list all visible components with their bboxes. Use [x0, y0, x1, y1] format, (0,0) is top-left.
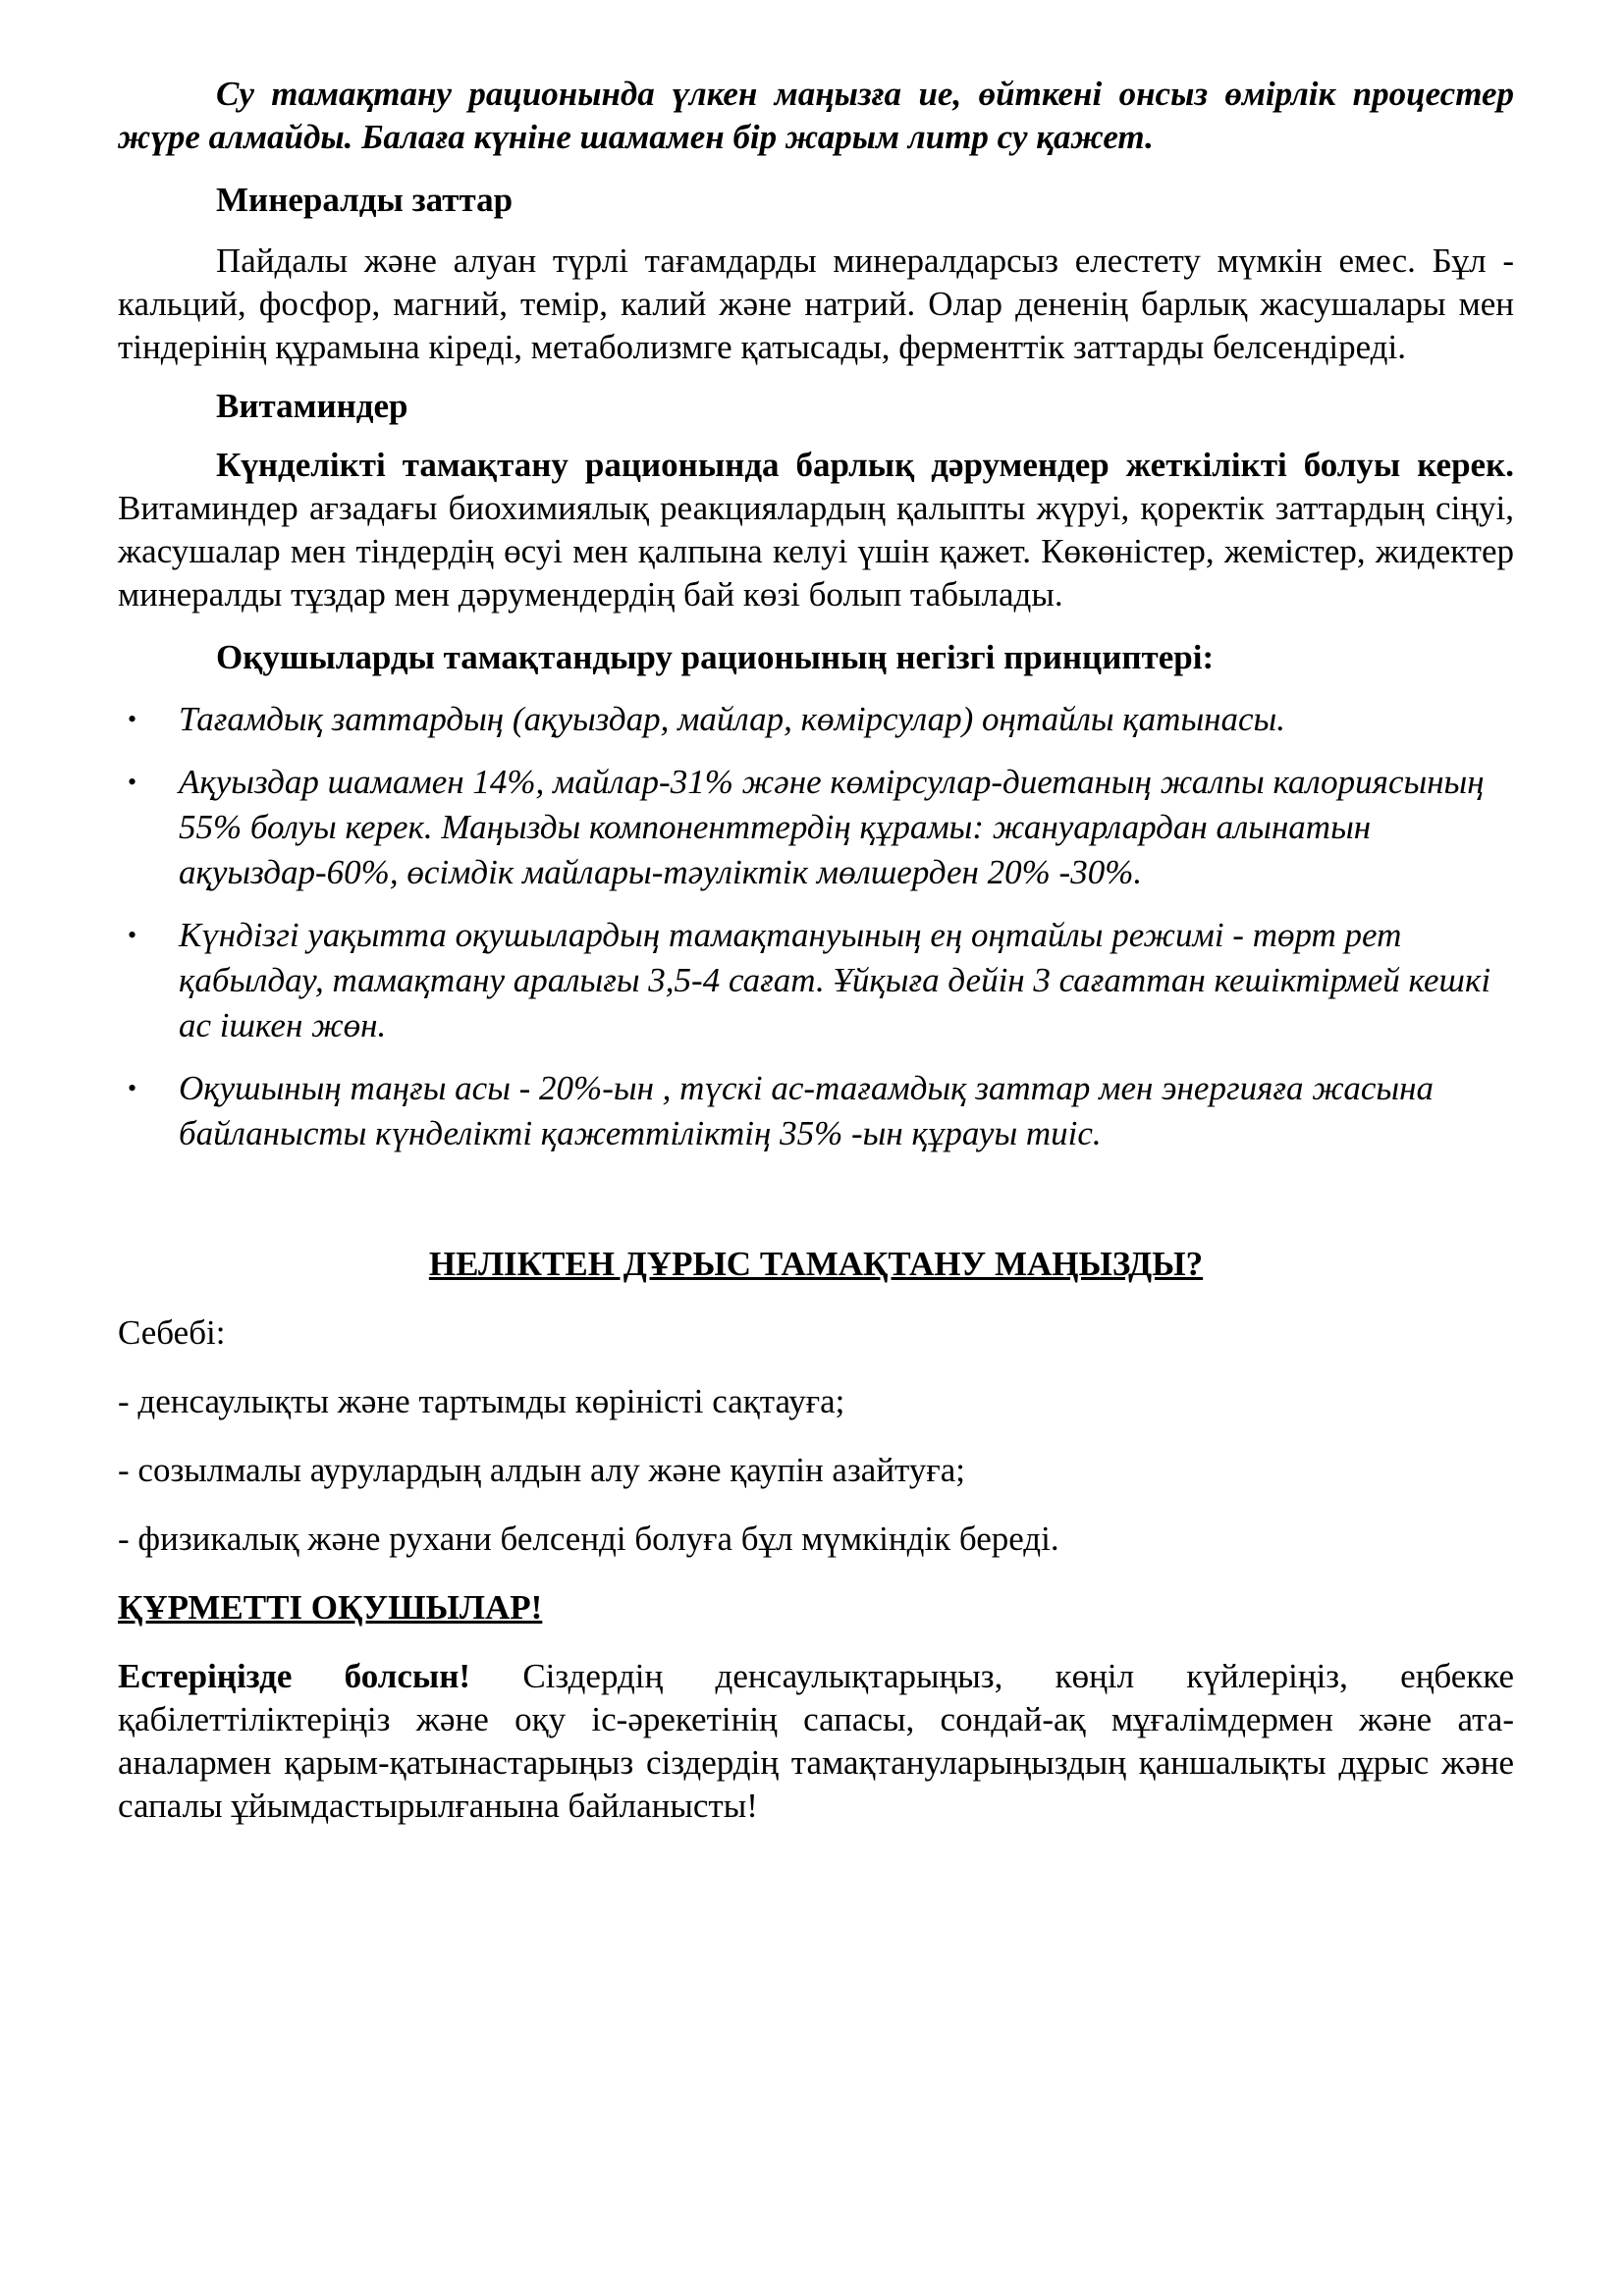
bullet-icon: •	[128, 768, 137, 796]
intro-paragraph: Су тамақтану рационында үлкен маңызға ие, өйткені онсыз өмірлік процестер жүре алмайды. Балаға күніне шамамен бір жарым литр су қажет.	[118, 75, 1514, 156]
reason-item: - физикалық және рухани белсенді болуға бұл мүмкіндік береді.	[118, 1520, 1059, 1558]
reason-item: - денсаулықты және тартымды көріністі сақтауға;	[118, 1382, 845, 1420]
closing-bold-lead: Естеріңізде болсын!	[118, 1657, 471, 1695]
list-item-text: Оқушының таңғы асы - 20%-ын , түскі ас-тағамдық заттар мен энергияға жасына байланысты күнделікті қажеттіліктің 35% -ын құрауы тиіс.	[179, 1069, 1434, 1152]
list-item	[118, 697, 1514, 742]
list-item-text: Ақуыздар шамамен 14%, майлар-31% және көмірсулар-диетаның жалпы калориясының 55% болуы керек. Маңызды компоненттердің құрамы: жануарлардан алынатын ақуыздар-60%, өсімдік майлары-тәуліктік мөлшерден 20% -30%.	[179, 763, 1485, 891]
closing-body-text: Сіздердің денсаулықтарыңыз, көңіл күйлеріңіз, еңбекке қабілеттіліктеріңіз және оқу іс-әрекетінің сапасы, сондай-ақ мұғалімдермен және ата-аналармен қарым-қатынастарыңыз сіздердің тамақтануларыңыздың қаншалықты дұрыс және сапалы ұйымдастырылғанына байланысты!	[118, 1657, 1514, 1825]
why-title: НЕЛІКТЕН ДҰРЫС ТАМАҚТАНУ МАҢЫЗДЫ?	[428, 1245, 1204, 1283]
principles-heading: Оқушыларды тамақтандыру рационының негізгі принциптері:	[216, 638, 1215, 676]
principles-list	[118, 697, 1514, 1156]
bullet-icon: •	[128, 705, 137, 733]
list-item	[118, 1066, 1514, 1156]
minerals-heading: Минералды заттар	[216, 181, 514, 219]
bullet-icon: •	[128, 1074, 137, 1102]
list-item	[118, 760, 1514, 895]
vitamins-body-text: Витаминдер ағзадағы биохимиялық реакциялардың қалыпты жүруі, қоректік заттардың сіңуі, жасушалар мен тіндердің өсуі мен қалпына келуі үшін қажет. Көкөністер, жемістер, жидектер минералды тұздар мен дәрумендердің бай көзі болып табылады.	[118, 489, 1514, 614]
list-item	[118, 913, 1514, 1048]
reason-label: Себебі:	[118, 1313, 226, 1352]
bullet-icon: •	[128, 921, 137, 949]
closing-title: ҚҰРМЕТТІ ОҚУШЫЛАР!	[118, 1588, 543, 1627]
list-item-text: Күндізгі уақытта оқушылардың тамақтануының ең оңтайлы режимі - төрт рет қабылдау, тамақтану аралығы 3,5-4 сағат. Ұйқыға дейін 3 сағаттан кешіктірмей кешкі ас ішкен жөн.	[179, 916, 1491, 1044]
vitamins-paragraph	[118, 444, 1514, 616]
reason-item: - созылмалы аурулардың алдын алу және қаупін азайтуға;	[118, 1451, 966, 1489]
closing-paragraph	[118, 1655, 1514, 1828]
minerals-paragraph: Пайдалы және алуан түрлі тағамдарды минералдарсыз елестету мүмкін емес. Бұл - кальций, фосфор, магний, темір, калий және натрий. Олар дененің барлық жасушалары мен тіндерінің құрамына кіреді, метаболизмге қатысады, ферменттік заттарды белсендіреді.	[118, 241, 1514, 366]
vitamins-bold-lead: Күнделікті тамақтану рационында барлық дәрумендер жеткілікті болуы керек.	[216, 446, 1514, 484]
list-item-text: Тағамдық заттардың (ақуыздар, майлар, көмірсулар) оңтайлы қатынасы.	[179, 700, 1286, 738]
vitamins-heading: Витаминдер	[216, 387, 408, 425]
document-page	[118, 73, 1514, 1828]
